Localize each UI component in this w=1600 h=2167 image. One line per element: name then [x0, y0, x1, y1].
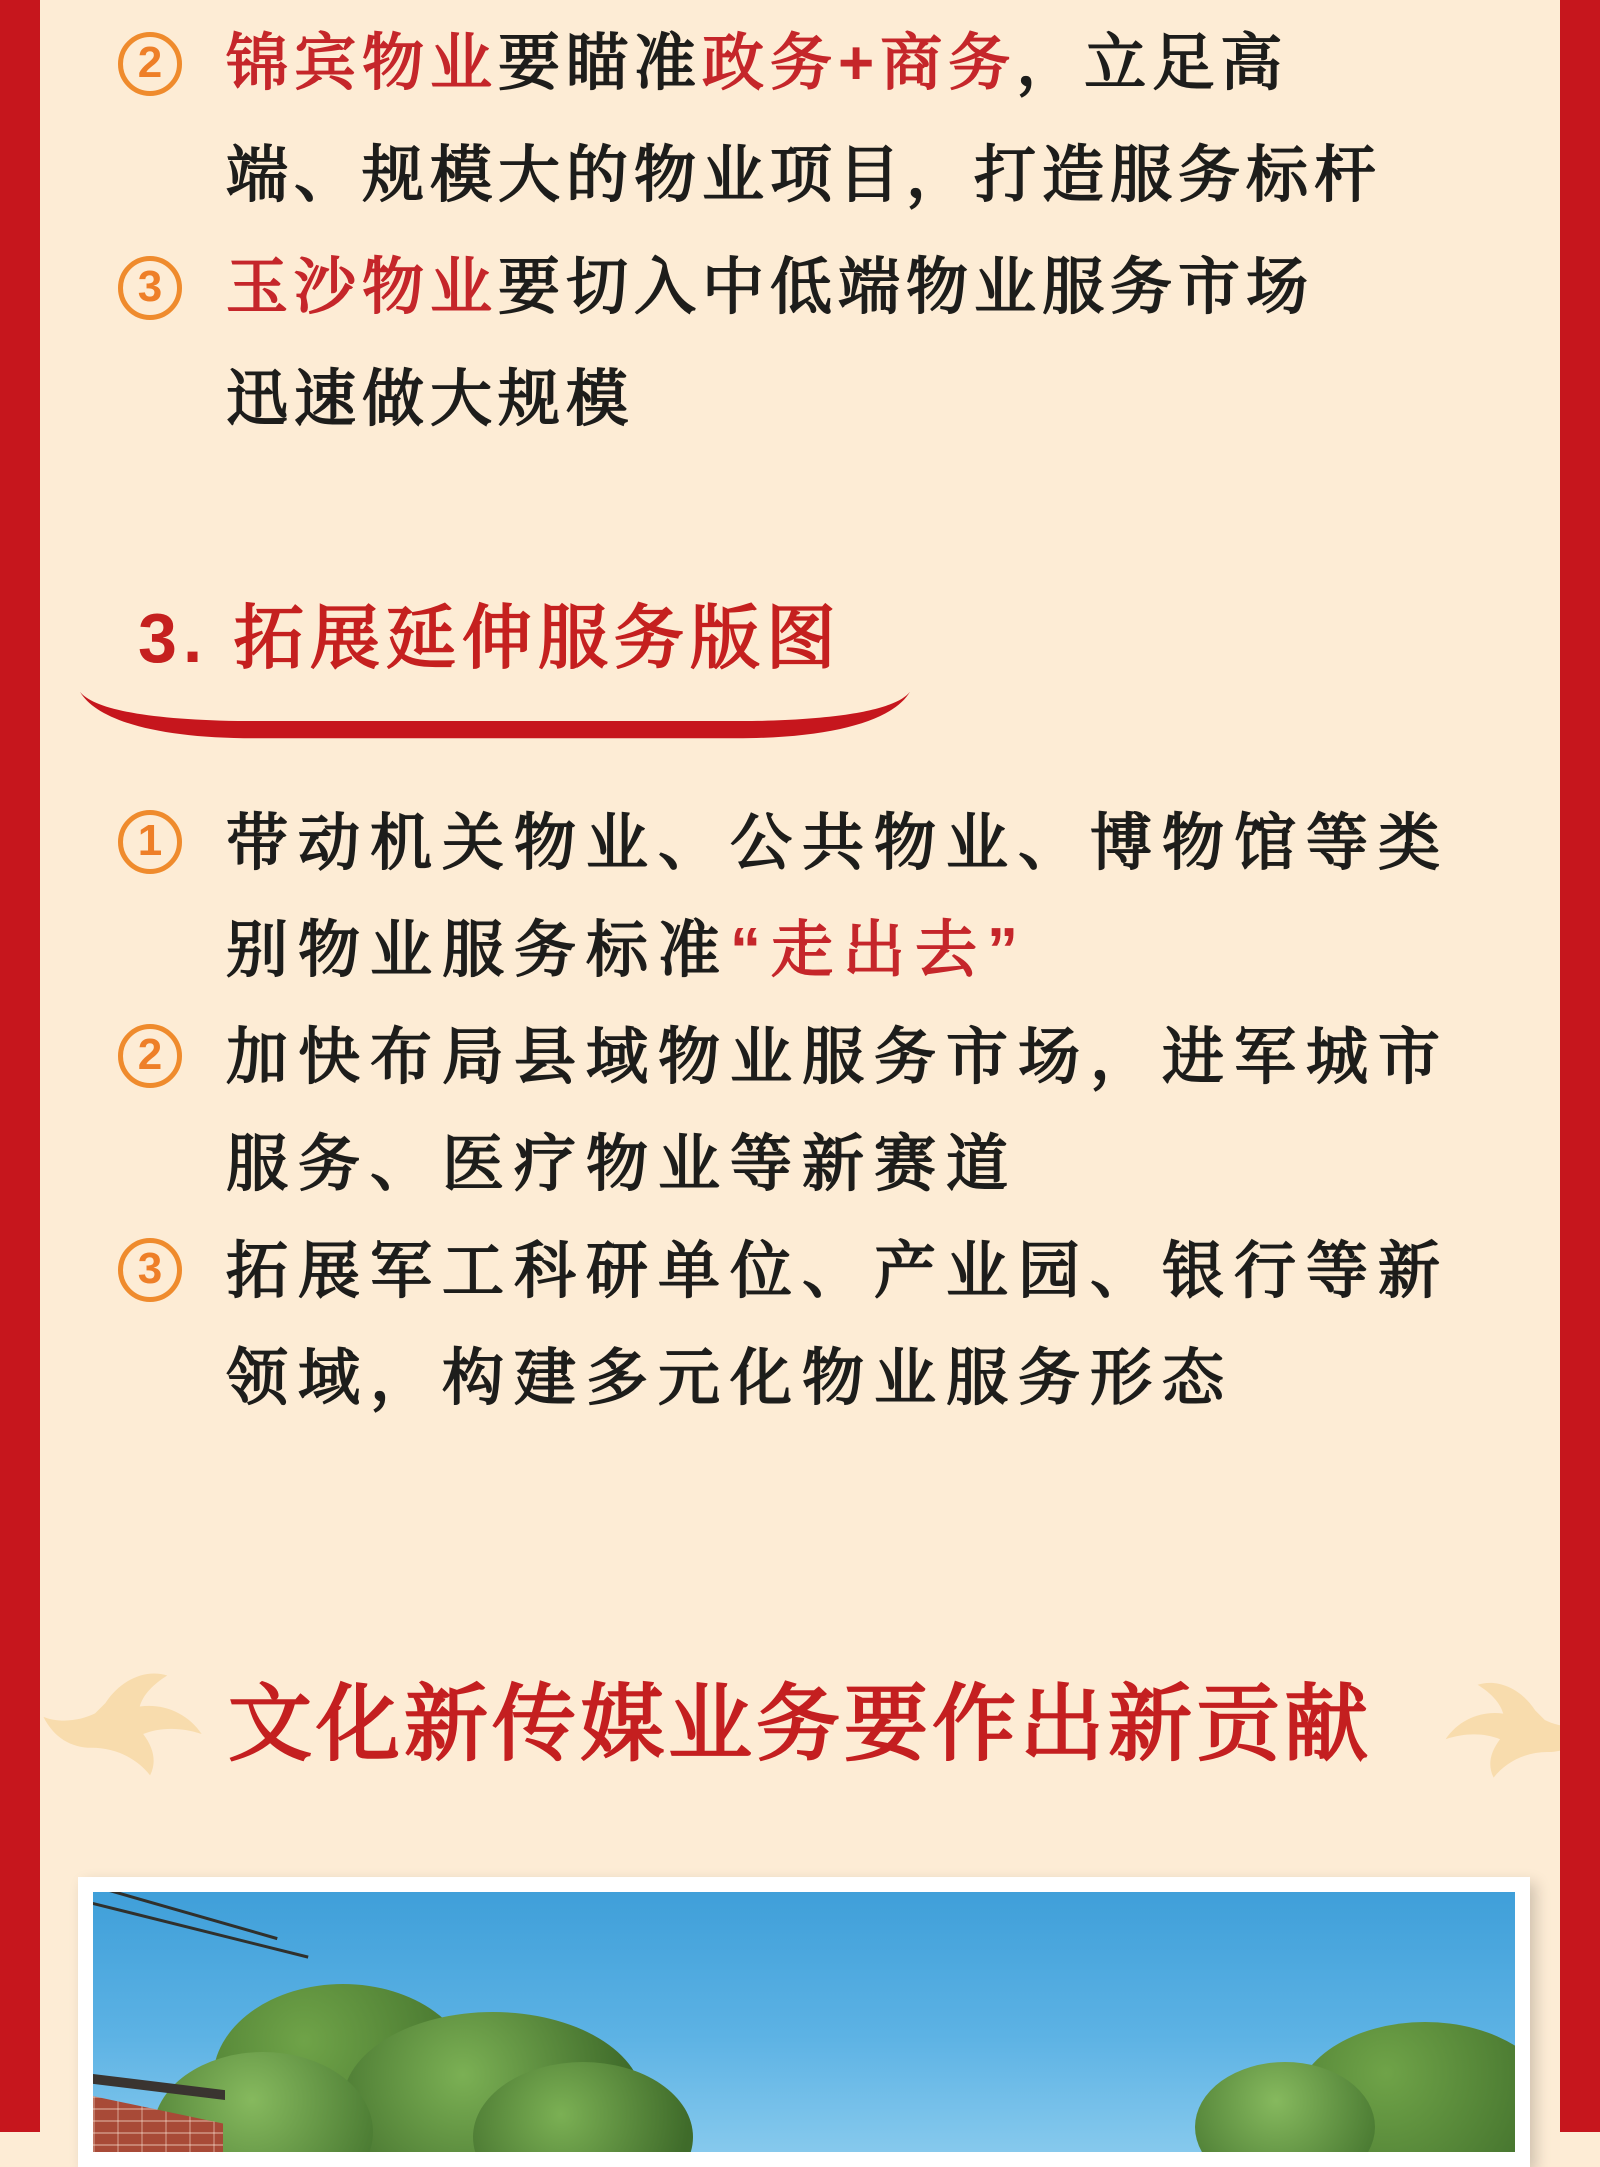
- list-item: [40, 1004, 1560, 1218]
- banner-title: 文化新传媒业务要作出新贡献: [227, 1677, 1372, 1771]
- circled-number-2-icon: 2: [118, 32, 182, 96]
- poster-content: [40, 0, 1560, 2167]
- body-text: 服务、医疗物业等新赛道: [226, 1130, 1019, 1199]
- item-text: [226, 232, 1560, 456]
- body-text: 别物业服务标准: [226, 916, 731, 985]
- item-text: [226, 1004, 1560, 1218]
- left-red-border: [0, 0, 40, 2132]
- emphasis-text: 政务+商务: [702, 29, 1017, 98]
- item-line: [226, 120, 1560, 232]
- service-expansion-list: [40, 790, 1560, 1432]
- item-line: [226, 1325, 1560, 1432]
- body-text: ，立足高: [1016, 29, 1289, 98]
- power-line: [93, 1892, 278, 1940]
- body-text: 端、规模大的物业项目，打造服务标杆: [226, 141, 1383, 210]
- item-line: [226, 8, 1560, 120]
- swoosh-underline: [78, 690, 912, 740]
- section-heading: 3. 拓展延伸服务版图: [138, 599, 842, 677]
- list-item: [40, 1218, 1560, 1432]
- emphasis-text: 锦宾物业: [226, 29, 499, 98]
- body-text: 迅速做大规模: [226, 365, 635, 434]
- item-line: [226, 1111, 1560, 1218]
- circled-number-3-icon: 3: [118, 256, 182, 320]
- item-text: [226, 790, 1560, 1004]
- dove-silhouette-icon: [40, 1666, 212, 1778]
- body-text: 加快布局县域物业服务市场，进军城市: [226, 1023, 1451, 1092]
- list-item: [40, 8, 1560, 232]
- banner-title-block: [40, 1672, 1560, 1782]
- list-item: [40, 232, 1560, 456]
- list-item: [40, 790, 1560, 1004]
- photo-frame: [78, 1877, 1530, 2167]
- body-text: 带动机关物业、公共物业、博物馆等类: [226, 809, 1451, 878]
- item-line: [226, 790, 1560, 897]
- body-text: 拓展军工科研单位、产业园、银行等新: [226, 1237, 1451, 1306]
- item-line: [226, 1004, 1560, 1111]
- item-line: [226, 897, 1560, 1004]
- item-line: [226, 344, 1560, 456]
- trees-blue-sky-photo: [93, 1892, 1515, 2152]
- property-business-list: [40, 8, 1560, 456]
- circled-number-2-icon: 2: [118, 1024, 182, 1088]
- body-text: 要切入中低端物业服务市场: [498, 253, 1315, 322]
- item-text: [226, 8, 1560, 232]
- item-line: [226, 1218, 1560, 1325]
- body-text: 领域，构建多元化物业服务形态: [226, 1344, 1235, 1413]
- emphasis-text: “走出去”: [730, 916, 1029, 985]
- item-text: [226, 1218, 1560, 1432]
- item-line: [226, 232, 1560, 344]
- body-text: 要瞄准: [498, 29, 703, 98]
- section-heading-block: [40, 596, 1560, 740]
- emphasis-text: 玉沙物业: [226, 253, 499, 322]
- circled-number-1-icon: 1: [118, 810, 182, 874]
- right-red-border: [1560, 0, 1600, 2132]
- power-line: [93, 1900, 309, 1959]
- circled-number-3-icon: 3: [118, 1238, 182, 1302]
